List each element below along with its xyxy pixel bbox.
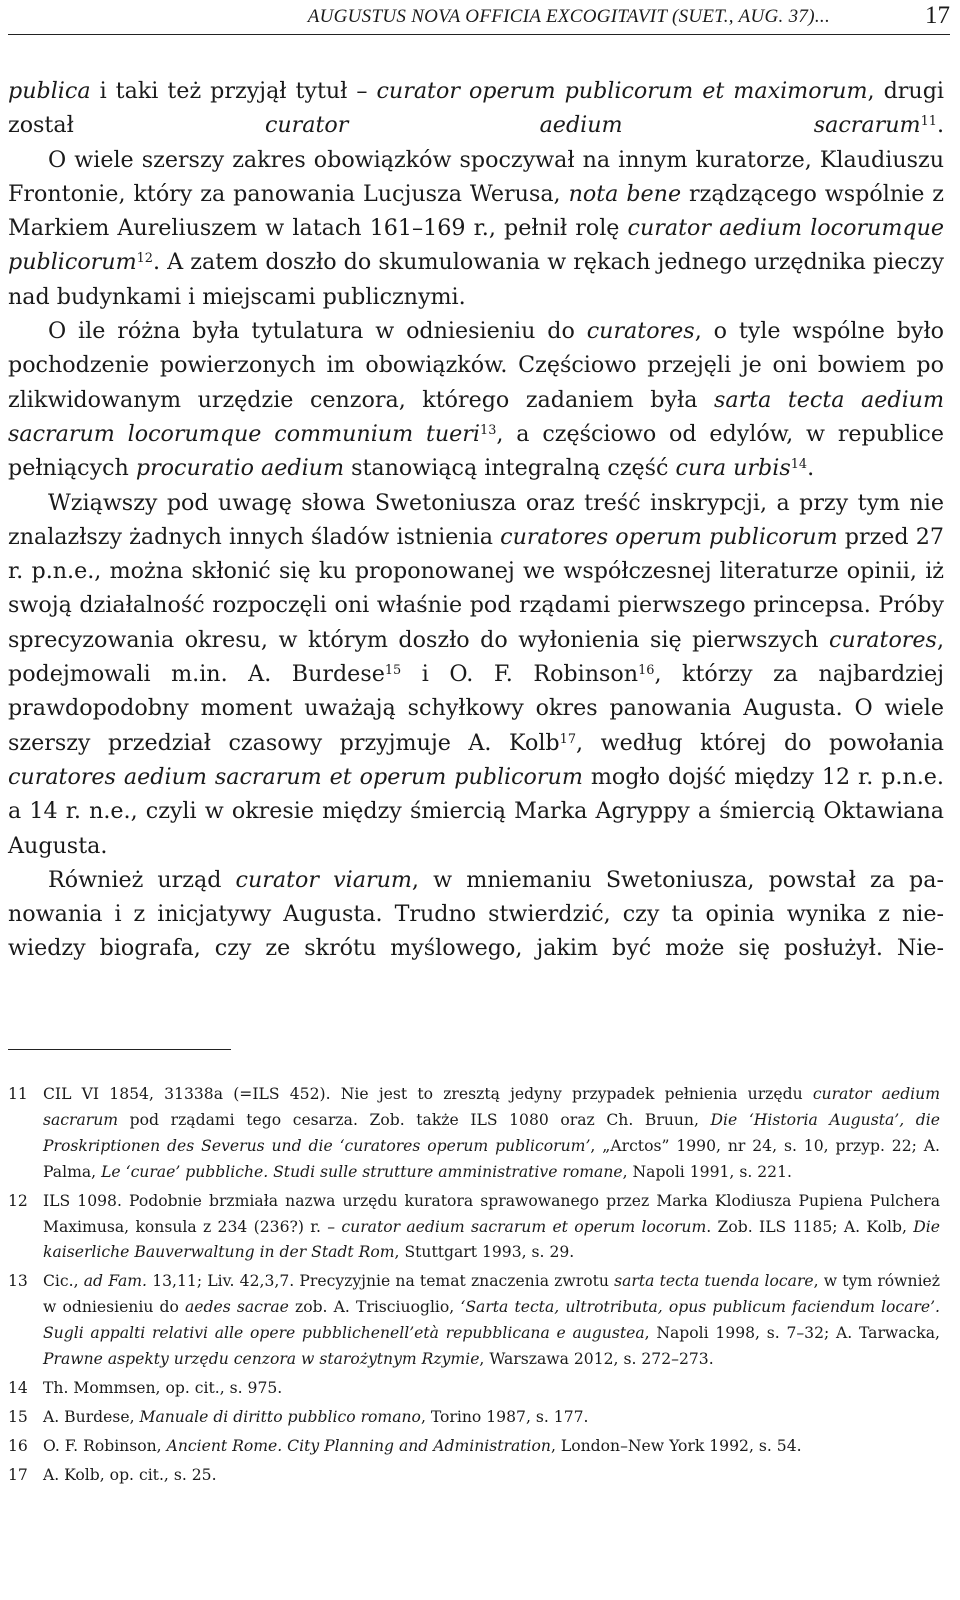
text-run: , Warszawa 2012, s. 272–273. xyxy=(479,1350,714,1369)
page-header xyxy=(8,4,950,35)
footnote xyxy=(8,1434,940,1460)
footnote-ref: 12 xyxy=(136,251,153,267)
italic-text: curatores xyxy=(828,626,937,653)
text-run: Th. Mommsen, op. cit., s. 975. xyxy=(43,1378,283,1397)
italic-text: nota bene xyxy=(568,180,682,207)
italic-text: Le ‘curae’ pubbliche. Studi sulle strutture amministrative romane xyxy=(101,1162,623,1181)
italic-text: sarta tecta aedium sacrarum locorumque communium tueri xyxy=(8,386,945,447)
footnote xyxy=(8,1269,940,1373)
footnote-number: 15 xyxy=(8,1407,28,1426)
text-run: , London–New York 1992, s. 54. xyxy=(550,1436,802,1455)
footnote xyxy=(8,1376,940,1402)
footnote-ref: 15 xyxy=(384,662,402,678)
text-run: i taki też przyjął tytuł – xyxy=(90,78,377,104)
italic-text: curator aedium sacrarum xyxy=(43,1085,940,1129)
text-run: , Napoli 1998, s. 7–32; A. Tarwacka, xyxy=(644,1324,940,1343)
text-run: CIL VI 1854, 31338a (=ILS 452). Nie jest to zresztą jedyny przypadek pełnienia urzędu xyxy=(43,1085,813,1103)
footnote-number: 13 xyxy=(8,1272,28,1291)
footnote-number: 14 xyxy=(8,1378,28,1397)
footnote-number: 12 xyxy=(8,1191,28,1210)
paragraph xyxy=(8,74,944,143)
text-run: , Torino 1987, s. 177. xyxy=(420,1407,589,1426)
italic-text: Die kaiserliche Bauverwaltung in der Stadt Rom xyxy=(43,1217,940,1262)
text-run: , „Arctos” 1990, nr 24, s. 10, przyp. 22; A. Palma, xyxy=(43,1136,941,1181)
italic-text: publica xyxy=(8,78,91,104)
running-title: AUGUSTUS NOVA OFFICIA EXCOGITAVIT (SUET., AUG. 37)... xyxy=(307,6,830,27)
text-run: przed 27 r. p.n.e., można skłonić się ku proponowanej we współczesnej literaturze opinii, iż swoją działalność rozpoczęli oni właśnie pod rządami pierwszego princepsa. Próby sprecyzowania okresu, w którym doszło do wyłonienia się pierwszych xyxy=(8,523,945,653)
text-run: O ile różna była tytulatura w odniesieniu do xyxy=(48,318,587,345)
text-run: , Stuttgart 1993, s. 29. xyxy=(394,1243,575,1262)
text-run: , o tyle wspólne było pochodzenie powierzonych im obowiązków. Częściowo przejęli je oni bowiem po zlikwidowanym urzędzie cenzora, którego zadaniem była xyxy=(8,318,944,413)
text-run: Cic., xyxy=(43,1272,84,1291)
text-run: zob. A. Trisciuoglio, xyxy=(288,1298,461,1317)
text-run: A. Kolb, op. cit., s. 25. xyxy=(43,1465,217,1484)
footnote-ref: 17 xyxy=(559,731,577,747)
text-run: A. Burdese, xyxy=(43,1407,140,1426)
italic-text: procuratio aedium xyxy=(135,455,345,482)
italic-text: curator aedium locorumque publicorum xyxy=(8,215,945,276)
footnote xyxy=(8,1082,940,1186)
footnote-number: 17 xyxy=(8,1465,28,1484)
italic-text: curator aedium sacrarum et operum locorum xyxy=(341,1217,707,1236)
page-number: 17 xyxy=(925,2,950,29)
main-text xyxy=(8,74,944,966)
italic-text: curator aedium sacrarum xyxy=(264,112,921,139)
text-run: . Zob. ILS 1185; A. Kolb, xyxy=(706,1217,914,1236)
text-run: , drugi został xyxy=(8,78,944,139)
italic-text: ‘Sarta tecta, ultrotributa, opus publicum faciendum locare’. Sugli appalti relativi alle opere pubblichenell’età repubblicana e augustea xyxy=(43,1298,941,1343)
paragraph xyxy=(8,863,944,966)
text-run: ILS 1098. Podobnie brzmiała nazwa urzędu kuratora sprawowanego przez Marka Klodiusza Pupiena Pulchera Maximusa, konsula z 234 (236?) r. – xyxy=(43,1191,940,1236)
footnote xyxy=(8,1405,940,1431)
footnote-number: 16 xyxy=(8,1436,28,1455)
text-run: Wziąwszy pod uwagę słowa Swetoniusza oraz treść inskrypcji, a przy tym nie znalazłszy żadnych innych śladów istnienia xyxy=(8,489,944,550)
text-run: rządzącego wspólnie z Markiem Aureliuszem w latach 161–169 r., pełnił rolę xyxy=(8,180,944,242)
footnote-ref: 11 xyxy=(920,114,937,130)
italic-text: sarta tecta tuenda locare xyxy=(614,1272,814,1291)
text-run: . A zatem doszło do skumulowania w rękach jednego urzędnika pieczy nad budynkami i miejscami publicznymi. xyxy=(8,249,944,310)
footnote xyxy=(8,1189,940,1267)
text-run: . xyxy=(807,455,815,482)
italic-text: Die ‘Historia Augusta’, die Proskriptionen des Severus und die ‘curatores operum publicorum’ xyxy=(43,1110,940,1155)
footnote-ref: 14 xyxy=(790,457,808,473)
italic-text: curatores operum publicorum xyxy=(500,523,838,550)
text-run: , którzy za najbardziej prawdopodobny moment uważają schyłkowy okres panowania Augusta. O wiele szerszy przedział czasowy przyjmuje A. Kolb xyxy=(8,661,944,756)
text-run: pod rządami tego cesarza. Zob. także ILS 1080 oraz Ch. Bruun, xyxy=(118,1110,711,1129)
paragraph xyxy=(8,143,944,314)
paragraph xyxy=(8,314,944,485)
paragraph xyxy=(8,486,944,863)
footnote xyxy=(8,1463,940,1489)
italic-text: curator viarum xyxy=(235,866,412,893)
italic-text: cura urbis xyxy=(675,455,791,482)
italic-text: Ancient Rome. City Planning and Administration xyxy=(166,1436,551,1455)
footnote-ref: 16 xyxy=(638,662,655,678)
text-run: , według której do powołania xyxy=(576,729,944,756)
text-run: i O. F. Robinson xyxy=(401,661,639,688)
text-run: , Napoli 1991, s. 221. xyxy=(622,1162,792,1181)
italic-text: Manuale di diritto pubblico romano xyxy=(139,1407,421,1426)
italic-text: curator operum publicorum et maximorum xyxy=(376,78,868,104)
text-run: 13,11; Liv. 42,3,7. Precyzyjnie na temat znaczenia zwrotu xyxy=(147,1272,615,1291)
text-run: mogło dojść między 12 r. p.n.e. a 14 r. n.e., czyli w okresie między śmiercią Marka Agryppy a śmiercią Oktawiana Augusta. xyxy=(8,763,944,859)
footnote-number: 11 xyxy=(8,1085,28,1103)
text-run: Również urząd xyxy=(48,866,236,893)
text-run: , a częściowo od edylów, w republice pełniących xyxy=(8,420,944,482)
italic-text: Prawne aspekty urzędu cenzora w starożytnym Rzymie xyxy=(43,1350,480,1369)
footnote-ref: 13 xyxy=(480,422,497,438)
text-run: stanowiącą integralną część xyxy=(344,455,676,482)
italic-text: curatores aedium sacrarum et operum publicorum xyxy=(8,763,583,790)
text-run: , w tym również w odniesieniu do xyxy=(43,1272,941,1317)
text-run: O wiele szerszy zakres obowiązków spoczywał na innym kuratorze, Klaudiuszu Frontonie, który za panowania Lucjusza Werusa, xyxy=(8,146,944,207)
footnote-separator xyxy=(8,1049,231,1050)
footnotes xyxy=(8,1082,940,1492)
text-run: , podejmowali m.in. A. Burdese xyxy=(8,626,944,688)
italic-text: aedes sacrae xyxy=(184,1298,289,1317)
text-run: . xyxy=(936,112,944,139)
italic-text: curatores xyxy=(586,318,695,345)
text-run: , w mniemaniu Swetoniusza, powstał za panowania i z inicjatywy Augusta. Trudno stwierdzić, czy ta opinia wynika z niewiedzy biografa, czy ze skrótu myślowego, jakim być może się posłużył. Nie- xyxy=(8,866,944,962)
italic-text: ad Fam. xyxy=(83,1272,148,1291)
text-run: O. F. Robinson, xyxy=(43,1436,167,1455)
